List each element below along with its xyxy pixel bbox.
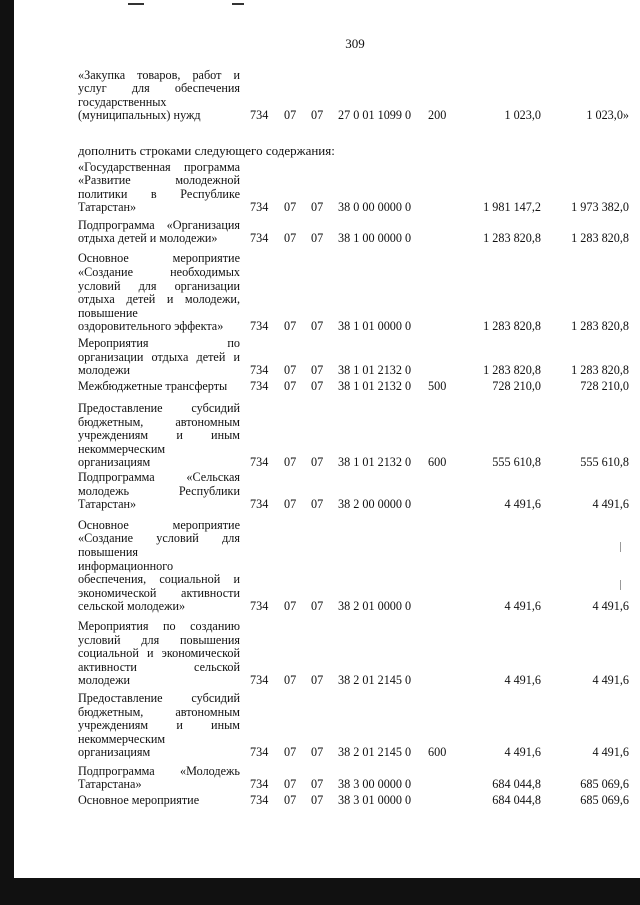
description-line: молодежь Республики — [78, 483, 240, 498]
expense-type-code: 200 — [428, 108, 447, 123]
amount-year-1: 555 610,8 — [492, 455, 541, 470]
description-line: «Закупка товаров, работ и — [78, 67, 240, 82]
department-code: 734 — [250, 745, 269, 760]
row-description — [78, 69, 240, 123]
description-line: государственных — [78, 94, 167, 109]
description-line: отдыха детей и молодежи, — [78, 292, 240, 307]
table-row — [78, 159, 629, 215]
amount-year-1: 4 491,6 — [504, 497, 541, 512]
subsection-code: 07 — [311, 231, 324, 246]
description-line: Мероприятия по — [78, 336, 240, 351]
amount-year-2: 4 491,6 — [592, 599, 629, 614]
subsection-code: 07 — [311, 108, 324, 123]
amount-year-1: 728 210,0 — [492, 379, 541, 394]
description-line: Предоставление субсидий — [78, 401, 240, 416]
description-line: Межбюджетные трансферты — [78, 379, 228, 394]
row-description — [78, 765, 240, 792]
department-code: 734 — [250, 231, 269, 246]
target-article-code: 38 0 00 0000 0 — [338, 200, 412, 215]
amount-year-2: 685 069,6 — [580, 777, 629, 792]
description-line: «Создание необходимых — [78, 265, 240, 280]
page-number: 309 — [345, 36, 365, 51]
subsection-code: 07 — [311, 319, 324, 334]
amount-year-1: 4 491,6 — [504, 673, 541, 688]
table-row — [78, 67, 629, 123]
description-line: бюджетным, автономным — [78, 414, 240, 429]
expense-type-code: 600 — [428, 745, 447, 760]
department-code: 734 — [250, 319, 269, 334]
section-code: 07 — [284, 108, 297, 123]
table-row — [78, 217, 629, 246]
section-code: 07 — [284, 363, 297, 378]
description-line: оздоровительного эффекта» — [78, 319, 224, 334]
description-line: услуг для обеспечения — [78, 81, 240, 96]
subsection-code: 07 — [311, 455, 324, 470]
description-line: Основное мероприятие — [78, 251, 240, 266]
row-description — [78, 692, 240, 760]
description-line: организациям — [78, 455, 151, 470]
target-article-code: 38 3 00 0000 0 — [338, 777, 412, 792]
section-code: 07 — [284, 777, 297, 792]
table-row — [78, 691, 629, 760]
table-row — [78, 470, 629, 512]
description-line: условий для повышения — [78, 632, 240, 647]
subsection-code: 07 — [311, 745, 324, 760]
description-line: Основное мероприятие — [78, 793, 200, 808]
department-code: 734 — [250, 777, 269, 792]
amount-year-2: 555 610,8 — [580, 455, 629, 470]
table-row — [78, 619, 629, 688]
amount-year-1: 684 044,8 — [492, 793, 541, 808]
row-description — [78, 337, 240, 378]
target-article-code: 38 1 01 2132 0 — [338, 363, 412, 378]
description-line: Основное мероприятие — [78, 517, 240, 532]
scan-mark — [620, 542, 621, 552]
target-article-code: 38 3 01 0000 0 — [338, 793, 412, 808]
table-row — [78, 379, 629, 394]
scan-edge-left — [0, 0, 14, 905]
section-code: 07 — [284, 793, 297, 808]
subsection-code: 07 — [311, 497, 324, 512]
description-line: Подпрограмма «Организация — [78, 217, 240, 232]
description-line: учреждениям и иным — [78, 718, 240, 733]
department-code: 734 — [250, 363, 269, 378]
department-code: 734 — [250, 200, 269, 215]
section-code: 07 — [284, 497, 297, 512]
row-description — [78, 252, 240, 334]
target-article-code: 38 2 01 0000 0 — [338, 599, 412, 614]
department-code: 734 — [250, 673, 269, 688]
subsection-code: 07 — [311, 200, 324, 215]
target-article-code: 38 1 00 0000 0 — [338, 231, 412, 246]
amount-year-1: 1 283 820,8 — [483, 363, 541, 378]
scan-mark — [232, 3, 244, 5]
department-code: 734 — [250, 455, 269, 470]
section-intro-line: дополнить строками следующего содержания: — [78, 143, 335, 158]
section-code: 07 — [284, 599, 297, 614]
description-line: Подпрограмма «Молодежь — [78, 763, 240, 778]
description-line: учреждениям и иным — [78, 428, 240, 443]
amount-year-1: 1 023,0 — [504, 108, 541, 123]
target-article-code: 38 2 01 2145 0 — [338, 673, 412, 688]
scan-mark — [128, 3, 144, 5]
row-description — [78, 471, 240, 512]
description-line: молодежи — [78, 673, 131, 688]
amount-year-1: 1 283 820,8 — [483, 231, 541, 246]
amount-year-2: 4 491,6 — [592, 497, 629, 512]
target-article-code: 38 1 01 2132 0 — [338, 379, 412, 394]
row-description — [78, 402, 240, 470]
amount-year-1: 1 981 147,2 — [483, 200, 541, 215]
description-line: Татарстан» — [78, 200, 137, 215]
description-line: «Развитие молодежной — [78, 173, 240, 188]
table-row — [78, 793, 629, 808]
subsection-code: 07 — [311, 793, 324, 808]
amount-year-1: 684 044,8 — [492, 777, 541, 792]
description-line: активности сельской — [78, 659, 240, 674]
description-line: некоммерческим — [78, 731, 166, 746]
description-line: повышения — [78, 545, 139, 560]
target-article-code: 38 1 01 2132 0 — [338, 455, 412, 470]
table-row — [78, 401, 629, 470]
section-code: 07 — [284, 379, 297, 394]
department-code: 734 — [250, 497, 269, 512]
target-article-code: 27 0 01 1099 0 — [338, 108, 412, 123]
target-article-code: 38 2 00 0000 0 — [338, 497, 412, 512]
row-description — [78, 794, 240, 808]
amount-year-2: 685 069,6 — [580, 793, 629, 808]
description-line: сельской молодежи» — [78, 599, 186, 614]
amount-year-2: 1 973 382,0 — [571, 200, 629, 215]
section-code: 07 — [284, 200, 297, 215]
subsection-code: 07 — [311, 673, 324, 688]
amount-year-1: 4 491,6 — [504, 745, 541, 760]
amount-year-2: 1 283 820,8 — [571, 231, 629, 246]
description-line: молодежи — [78, 363, 131, 378]
description-line: бюджетным, автономным — [78, 704, 240, 719]
description-line: «Государственная программа — [78, 159, 240, 174]
description-line: Татарстан» — [78, 497, 137, 512]
table-row — [78, 336, 629, 378]
target-article-code: 38 1 01 0000 0 — [338, 319, 412, 334]
amount-year-2: 4 491,6 — [592, 673, 629, 688]
description-line: условий для организации — [78, 278, 240, 293]
subsection-code: 07 — [311, 363, 324, 378]
section-code: 07 — [284, 455, 297, 470]
row-description — [78, 620, 240, 688]
row-description — [78, 380, 240, 394]
department-code: 734 — [250, 108, 269, 123]
description-line: отдыха детей и молодежи» — [78, 231, 218, 246]
amount-year-2: 1 283 820,8 — [571, 363, 629, 378]
table-row — [78, 251, 629, 334]
section-code: 07 — [284, 319, 297, 334]
description-line: обеспечения, социальной и — [78, 572, 240, 587]
subsection-code: 07 — [311, 599, 324, 614]
description-line: (муниципальных) нужд — [78, 108, 201, 123]
description-line: Татарстана» — [78, 777, 142, 792]
description-line: повышение — [78, 305, 138, 320]
amount-year-2: 4 491,6 — [592, 745, 629, 760]
expense-type-code: 600 — [428, 455, 447, 470]
scan-mark — [620, 580, 621, 590]
scan-edge-bottom — [0, 878, 640, 905]
description-line: экономической активности — [78, 585, 240, 600]
description-line: Подпрограмма «Сельская — [78, 470, 240, 485]
table-row — [78, 517, 629, 614]
description-line: «Создание условий для — [78, 531, 240, 546]
row-description — [78, 219, 240, 246]
description-line: организации отдыха детей и — [78, 349, 240, 364]
row-description — [78, 161, 240, 215]
description-line: некоммерческим — [78, 441, 166, 456]
subsection-code: 07 — [311, 379, 324, 394]
description-line: Мероприятия по созданию — [78, 619, 240, 634]
row-description — [78, 519, 240, 614]
department-code: 734 — [250, 793, 269, 808]
section-code: 07 — [284, 673, 297, 688]
department-code: 734 — [250, 379, 269, 394]
description-line: социальной и экономической — [78, 646, 240, 661]
amount-year-1: 1 283 820,8 — [483, 319, 541, 334]
amount-year-2: 728 210,0 — [580, 379, 629, 394]
section-code: 07 — [284, 745, 297, 760]
amount-year-1: 4 491,6 — [504, 599, 541, 614]
description-line: информационного — [78, 558, 174, 573]
description-line: политики в Республике — [78, 186, 240, 201]
department-code: 734 — [250, 599, 269, 614]
section-code: 07 — [284, 231, 297, 246]
description-line: организациям — [78, 745, 151, 760]
subsection-code: 07 — [311, 777, 324, 792]
amount-year-2: 1 283 820,8 — [571, 319, 629, 334]
table-row — [78, 763, 629, 792]
amount-year-2: 1 023,0» — [586, 108, 629, 123]
expense-type-code: 500 — [428, 379, 447, 394]
description-line: Предоставление субсидий — [78, 691, 240, 706]
target-article-code: 38 2 01 2145 0 — [338, 745, 412, 760]
